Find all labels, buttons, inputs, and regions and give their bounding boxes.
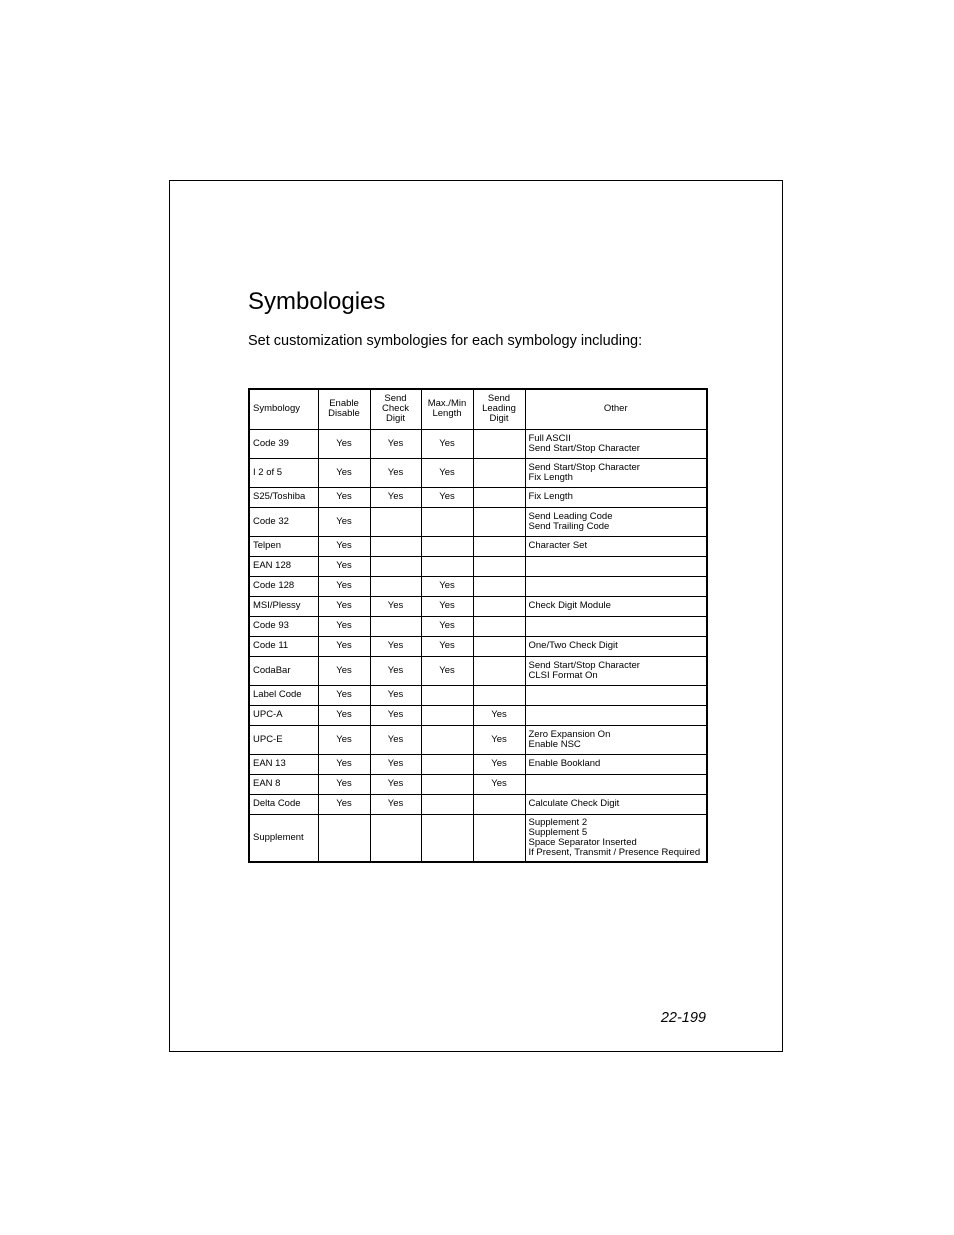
cell-symbology: I 2 of 5: [249, 458, 318, 487]
cell-enable: Yes: [318, 596, 370, 616]
cell-length: Yes: [421, 636, 473, 656]
table-row: [249, 814, 707, 862]
cell-check-digit: Yes: [370, 725, 421, 754]
cell-length: [421, 754, 473, 774]
cell-leading-digit: [473, 429, 525, 458]
table-row: [249, 429, 707, 458]
cell-check-digit: Yes: [370, 487, 421, 507]
cell-leading-digit: [473, 487, 525, 507]
cell-enable: Yes: [318, 685, 370, 705]
table-row: [249, 705, 707, 725]
cell-symbology: Telpen: [249, 536, 318, 556]
cell-other: [525, 774, 707, 794]
cell-other: [525, 685, 707, 705]
cell-length: [421, 725, 473, 754]
cell-other: Send Leading Code Send Trailing Code: [525, 507, 707, 536]
table-header-row: [249, 389, 707, 429]
cell-symbology: Code 32: [249, 507, 318, 536]
cell-symbology: CodaBar: [249, 656, 318, 685]
cell-length: [421, 685, 473, 705]
cell-symbology: EAN 128: [249, 556, 318, 576]
cell-leading-digit: [473, 636, 525, 656]
cell-other: Send Start/Stop Character Fix Length: [525, 458, 707, 487]
page-number: 22-199: [660, 1010, 706, 1026]
cell-check-digit: Yes: [370, 685, 421, 705]
cell-leading-digit: [473, 596, 525, 616]
header-enable-disable-label: Enable Disable: [328, 398, 360, 420]
cell-length: Yes: [421, 576, 473, 596]
cell-leading-digit: [473, 685, 525, 705]
table-row: [249, 685, 707, 705]
cell-check-digit: Yes: [370, 794, 421, 814]
page-title: Symbologies: [248, 288, 386, 315]
table-row: [249, 487, 707, 507]
table-row: [249, 656, 707, 685]
cell-symbology: EAN 8: [249, 774, 318, 794]
cell-other: Full ASCII Send Start/Stop Character: [525, 429, 707, 458]
cell-enable: Yes: [318, 556, 370, 576]
cell-check-digit: Yes: [370, 774, 421, 794]
cell-enable: Yes: [318, 429, 370, 458]
cell-enable: Yes: [318, 616, 370, 636]
cell-enable: Yes: [318, 507, 370, 536]
cell-leading-digit: [473, 576, 525, 596]
cell-symbology: MSI/Plessy: [249, 596, 318, 616]
cell-enable: Yes: [318, 705, 370, 725]
cell-enable: Yes: [318, 794, 370, 814]
table-row: [249, 507, 707, 536]
cell-enable: Yes: [318, 536, 370, 556]
cell-enable: Yes: [318, 754, 370, 774]
cell-leading-digit: Yes: [473, 725, 525, 754]
table-row: [249, 596, 707, 616]
cell-length: Yes: [421, 429, 473, 458]
header-send-leading-digit-label: Send Leading Digit: [482, 393, 516, 425]
cell-enable: Yes: [318, 487, 370, 507]
cell-leading-digit: [473, 656, 525, 685]
cell-length: Yes: [421, 616, 473, 636]
cell-check-digit: [370, 814, 421, 862]
cell-symbology: UPC-E: [249, 725, 318, 754]
cell-enable: Yes: [318, 725, 370, 754]
cell-other: Check Digit Module: [525, 596, 707, 616]
cell-length: Yes: [421, 656, 473, 685]
header-symbology: Symbology: [249, 389, 318, 429]
cell-symbology: Code 39: [249, 429, 318, 458]
header-other: Other: [525, 389, 707, 429]
cell-symbology: Supplement: [249, 814, 318, 862]
cell-other: Zero Expansion On Enable NSC: [525, 725, 707, 754]
cell-length: Yes: [421, 458, 473, 487]
cell-other: [525, 556, 707, 576]
cell-symbology: Label Code: [249, 685, 318, 705]
cell-length: [421, 556, 473, 576]
cell-length: [421, 774, 473, 794]
cell-enable: Yes: [318, 576, 370, 596]
cell-leading-digit: [473, 458, 525, 487]
cell-check-digit: [370, 556, 421, 576]
cell-length: [421, 705, 473, 725]
cell-length: Yes: [421, 487, 473, 507]
cell-check-digit: [370, 616, 421, 636]
cell-enable: Yes: [318, 458, 370, 487]
cell-check-digit: Yes: [370, 754, 421, 774]
cell-leading-digit: [473, 814, 525, 862]
cell-check-digit: Yes: [370, 458, 421, 487]
cell-check-digit: [370, 507, 421, 536]
cell-leading-digit: Yes: [473, 774, 525, 794]
table-row: [249, 616, 707, 636]
cell-enable: Yes: [318, 636, 370, 656]
table-row: [249, 458, 707, 487]
cell-length: [421, 794, 473, 814]
cell-check-digit: [370, 576, 421, 596]
cell-symbology: Code 93: [249, 616, 318, 636]
table-row: [249, 576, 707, 596]
header-send-check-digit-label: Send Check Digit: [382, 393, 409, 425]
cell-check-digit: Yes: [370, 429, 421, 458]
cell-leading-digit: [473, 507, 525, 536]
cell-leading-digit: [473, 536, 525, 556]
header-send-leading-digit: [473, 389, 525, 429]
cell-enable: Yes: [318, 656, 370, 685]
cell-other: Supplement 2 Supplement 5 Space Separator Inserted If Present, Transmit / Presence Required: [525, 814, 707, 862]
cell-enable: Yes: [318, 774, 370, 794]
table-row: [249, 725, 707, 754]
cell-other: [525, 705, 707, 725]
cell-check-digit: [370, 536, 421, 556]
header-max-min-length: [421, 389, 473, 429]
cell-length: [421, 814, 473, 862]
cell-length: Yes: [421, 596, 473, 616]
cell-other: Fix Length: [525, 487, 707, 507]
header-send-check-digit: [370, 389, 421, 429]
table-row: [249, 636, 707, 656]
cell-enable: [318, 814, 370, 862]
cell-other: Enable Bookland: [525, 754, 707, 774]
cell-leading-digit: [473, 556, 525, 576]
symbology-table: [248, 388, 708, 863]
cell-symbology: Code 128: [249, 576, 318, 596]
cell-check-digit: Yes: [370, 636, 421, 656]
cell-other: One/Two Check Digit: [525, 636, 707, 656]
header-max-min-length-label: Max./Min Length: [427, 398, 467, 420]
cell-leading-digit: [473, 794, 525, 814]
cell-length: [421, 507, 473, 536]
cell-symbology: Code 11: [249, 636, 318, 656]
cell-leading-digit: Yes: [473, 705, 525, 725]
table-row: [249, 774, 707, 794]
cell-other: Calculate Check Digit: [525, 794, 707, 814]
cell-check-digit: Yes: [370, 656, 421, 685]
cell-leading-digit: [473, 616, 525, 636]
cell-other: [525, 576, 707, 596]
cell-symbology: Delta Code: [249, 794, 318, 814]
cell-leading-digit: Yes: [473, 754, 525, 774]
table-row: [249, 754, 707, 774]
table-body: [249, 429, 707, 862]
cell-length: [421, 536, 473, 556]
cell-check-digit: Yes: [370, 705, 421, 725]
intro-text: Set customization symbologies for each symbology including:: [248, 333, 643, 349]
table-row: [249, 794, 707, 814]
cell-other: [525, 616, 707, 636]
cell-other: Character Set: [525, 536, 707, 556]
table-row: [249, 536, 707, 556]
cell-other: Send Start/Stop Character CLSI Format On: [525, 656, 707, 685]
cell-symbology: UPC-A: [249, 705, 318, 725]
cell-symbology: EAN 13: [249, 754, 318, 774]
cell-check-digit: Yes: [370, 596, 421, 616]
header-enable-disable: [318, 389, 370, 429]
table-row: [249, 556, 707, 576]
cell-symbology: S25/Toshiba: [249, 487, 318, 507]
